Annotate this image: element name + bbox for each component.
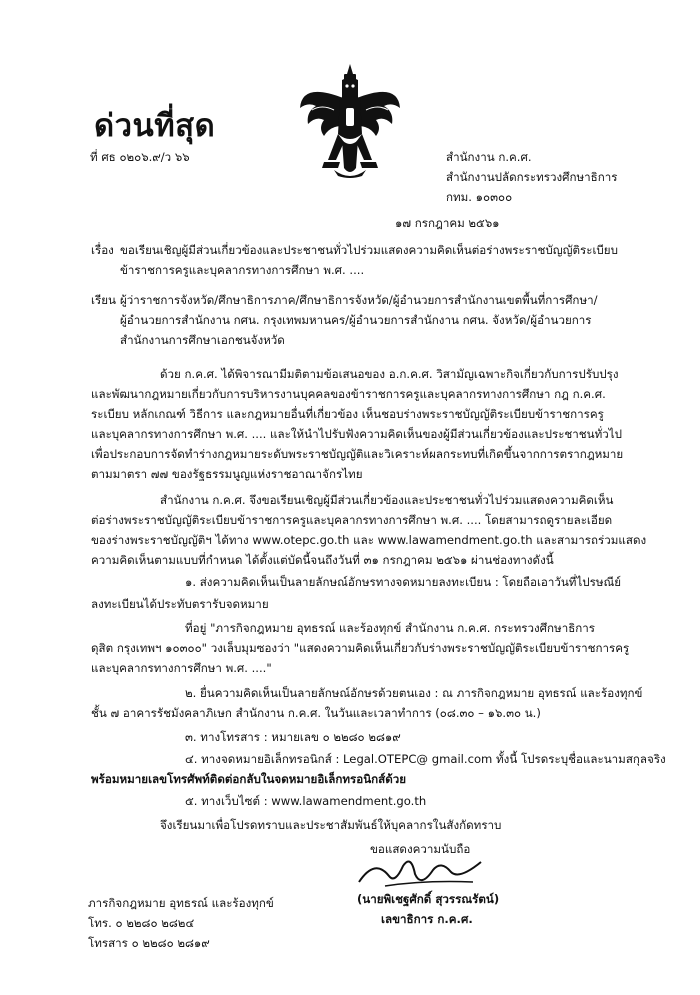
footer-phone: โทร. ๐ ๒๒๘๐ ๒๘๒๔ [88, 916, 195, 930]
channel-line: ๕. ทางเว็บไซต์ : www.lawamendment.go.th [185, 794, 427, 808]
footer-unit: ภารกิจกฎหมาย อุทธรณ์ และร้องทุกข์ [88, 896, 274, 910]
footer-fax: โทรสาร ๐ ๒๒๘๐ ๒๘๑๙ [88, 936, 210, 950]
garuda-emblem [298, 64, 402, 182]
body-line: ต่อร่างพระราชบัญญัติระเบียบข้าราชการครูและบุคลากรทางการศึกษา พ.ศ. .... โดยสามารถดูรายละเอียด [91, 513, 613, 527]
org-line-1: สำนักงาน ก.ค.ศ. [446, 150, 532, 164]
body-line: เพื่อประกอบการจัดทำร่างกฎหมายระดับพระราชบัญญัติและวิเคราะห์ผลกระทบที่เกิดขึ้นจากการตรากฎหมาย [91, 447, 624, 461]
subject-label: เรื่อง [91, 243, 114, 257]
channel-line: ชั้น ๗ อาคารรัชมังคลาภิเษก สำนักงาน ก.ค.ศ. ในวันและเวลาทำการ (๐๘.๓๐ – ๑๖.๓๐ น.) [91, 706, 541, 720]
body-line: และบุคลากรทางการศึกษา พ.ศ. .... และให้นำไปรับฟังความคิดเห็นของผู้มีส่วนเกี่ยวข้องและประชาชนทั่วไป [91, 427, 622, 441]
subject-line: ข้าราชการครูและบุคลากรทางการศึกษา พ.ศ. .... [120, 263, 365, 277]
address-line: ดุสิต กรุงเทพฯ ๑๐๓๐๐" วงเล็บมุมซองว่า "แสดงความคิดเห็นเกี่ยวกับร่างพระราชบัญญัติระเบียบข้าราชการครู [91, 641, 630, 655]
document-date: ๑๗ กรกฎาคม ๒๕๖๑ [395, 216, 500, 230]
org-line-3: กทม. ๑๐๓๐๐ [446, 190, 513, 204]
handwritten-signature [355, 852, 485, 890]
org-line-2: สำนักงานปลัดกระทรวงศึกษาธิการ [446, 170, 618, 184]
recipient-label: เรียน [91, 293, 116, 307]
recipient-line: สำนักงานการศึกษาเอกชนจังหวัด [120, 333, 285, 347]
channel-line: ๓. ทางโทรสาร : หมายเลข ๐ ๒๒๘๐ ๒๘๑๙ [185, 730, 401, 744]
subject-line: ขอเรียนเชิญผู้มีส่วนเกี่ยวข้องและประชาชนทั่วไปร่วมแสดงความคิดเห็นต่อร่างพระราชบัญญัติระเบียบ [120, 243, 618, 257]
body-line: ด้วย ก.ค.ศ. ได้พิจารณามีมติตามข้อเสนอของ อ.ก.ค.ศ. วิสามัญเฉพาะกิจเกี่ยวกับการปรับปรุง [160, 367, 619, 381]
urgent-label: ด่วนที่สุด [94, 108, 216, 144]
closing-salutation: ขอแสดงความนับถือ [370, 842, 471, 856]
channel-line: ๔. ทางจดหมายอิเล็กทรอนิกส์ : Legal.OTEPC@ gmail.com ทั้งนี้ โปรดระบุชื่อและนามสกุลจริง [185, 752, 666, 766]
channel-line: พร้อมหมายเลขโทรศัพท์ติดต่อกลับในจดหมายอิเล็กทรอนิกส์ด้วย [91, 772, 407, 786]
channel-line: ๑. ส่งความคิดเห็นเป็นลายลักษณ์อักษรทางจดหมายลงทะเบียน : โดยถือเอาวันที่ไปรษณีย์ [185, 575, 622, 589]
body-line: ความคิดเห็นตามแบบที่กำหนด ได้ตั้งแต่บัดนี้จนถึงวันที่ ๓๑ กรกฎาคม ๒๕๖๑ ผ่านช่องทางดังนี้ [91, 553, 554, 567]
document-number: ที่ ศธ ๐๒๐๖.๙/ว ๖๖ [90, 150, 190, 164]
address-line: ที่อยู่ "ภารกิจกฎหมาย อุทธรณ์ และร้องทุกข์ สำนักงาน ก.ค.ศ. กระทรวงศึกษาธิการ [185, 621, 596, 635]
signatory-position: เลขาธิการ ก.ค.ศ. [381, 912, 473, 926]
closing-paragraph: จึงเรียนมาเพื่อโปรดทราบและประชาสัมพันธ์ให้บุคลากรในสังกัดทราบ [160, 818, 502, 832]
body-line: สำนักงาน ก.ค.ศ. จึงขอเรียนเชิญผู้มีส่วนเกี่ยวข้องและประชาชนทั่วไปร่วมแสดงความคิดเห็น [160, 493, 614, 507]
body-line: ของร่างพระราชบัญญัติฯ ได้ทาง www.otepc.go.th และ www.lawamendment.go.th และสามารถร่วมแสดง [91, 533, 647, 547]
address-line: และบุคลากรทางการศึกษา พ.ศ. ...." [91, 661, 272, 675]
body-line: ระเบียบ หลักเกณฑ์ วิธีการ และกฎหมายอื่นที่เกี่ยวข้อง เห็นชอบร่างพระราชบัญญัติระเบียบข้าราชการครู [91, 407, 604, 421]
signatory-name: (นายพิเชฐศักดิ์ สุวรรณรัตน์) [357, 892, 500, 906]
channel-line: ๒. ยื่นความคิดเห็นเป็นลายลักษณ์อักษรด้วยตนเอง : ณ ภารกิจกฎหมาย อุทธรณ์ และร้องทุกข์ [185, 686, 643, 700]
body-line: ตามมาตรา ๗๗ ของรัฐธรรมนูญแห่งราชอาณาจักรไทย [91, 467, 363, 481]
channel-line: ลงทะเบียนได้ประทับตรารับจดหมาย [91, 597, 269, 611]
body-line: และพัฒนากฎหมายเกี่ยวกับการบริหารงานบุคคลของข้าราชการครูและบุคลากรทางการศึกษา กฎ ก.ค.ศ. [91, 387, 606, 401]
recipient-line: ผู้ว่าราชการจังหวัด/ศึกษาธิการภาค/ศึกษาธิการจังหวัด/ผู้อำนวยการสำนักงานเขตพื้นที่การศึกษา/ [120, 293, 598, 307]
recipient-line: ผู้อำนวยการสำนักงาน กศน. กรุงเทพมหานคร/ผู้อำนวยการสำนักงาน กศน. จังหวัด/ผู้อำนวยการ [120, 313, 592, 327]
